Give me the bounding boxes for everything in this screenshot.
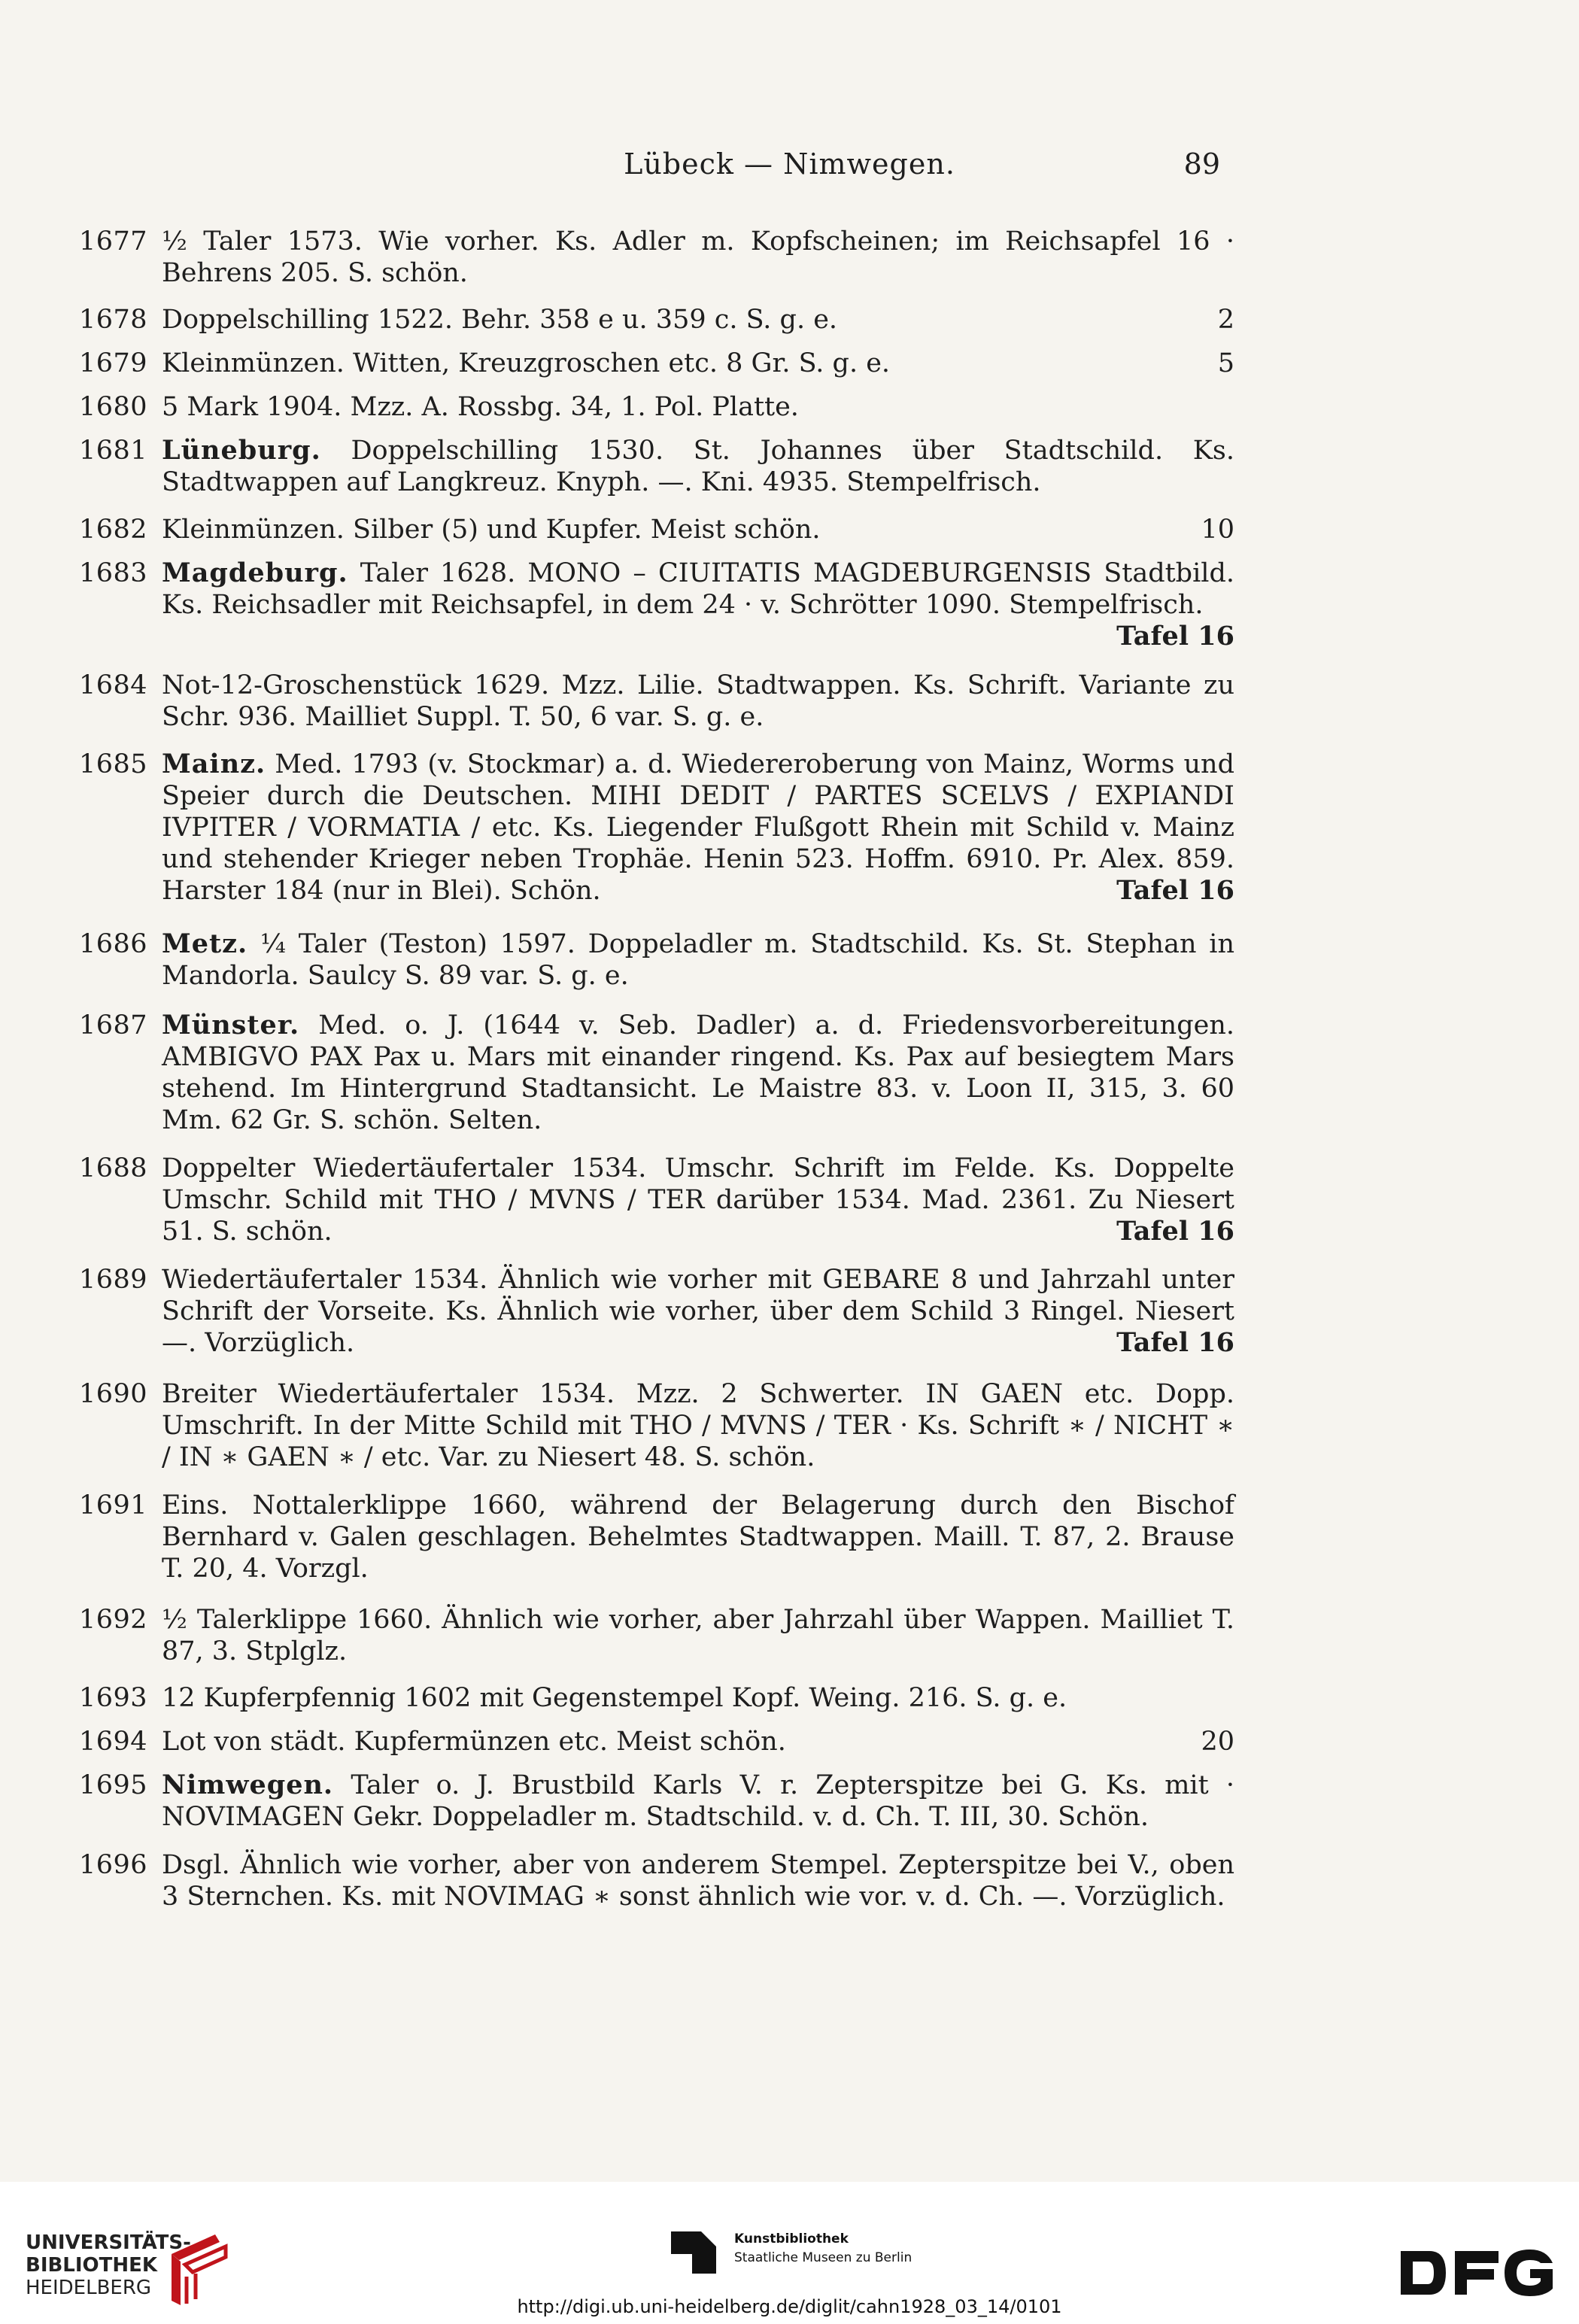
lot-description xyxy=(162,1153,1234,1247)
lot-text: Doppelter Wiedertäufertaler 1534. Umschr. Schrift im Felde. Ks. Doppelte Umschr. Schild mit THO / MVNS / TER darüber 1534. Mad. 2361. Zu Niesert 51. S. schön. xyxy=(162,1153,1234,1247)
lot-number: 1677 xyxy=(79,226,148,257)
lot-number: 1693 xyxy=(79,1683,148,1713)
lot-place: Magdeburg. xyxy=(162,557,348,588)
ub-line-1: UNIVERSITÄTS- xyxy=(26,2231,191,2254)
lot-description xyxy=(162,226,1234,289)
plate-reference: Tafel 16 xyxy=(1116,1327,1234,1358)
lot-number: 1681 xyxy=(79,436,148,466)
lot-text: Doppelschilling 1522. Behr. 358 e u. 359 c. S. g. e. xyxy=(162,305,838,335)
lot-description xyxy=(162,557,1234,652)
lot-text: Doppelschilling 1530. St. Johannes über Stadtschild. Ks. Stadtwappen auf Langkreuz. Knyph. —. Kni. 4935. Stempelfrisch. xyxy=(162,436,1234,497)
lot-description xyxy=(162,928,1234,992)
lot-text: Kleinmünzen. Witten, Kreuzgroschen etc. 8 Gr. S. g. e. xyxy=(162,348,891,378)
lot-price: 10 xyxy=(1201,515,1234,545)
lot-price: 5 xyxy=(1217,348,1234,378)
lot-place: Münster. xyxy=(162,1010,300,1040)
lot-text: Taler 1628. MONO – CIUITATIS MAGDEBURGENSIS Stadtbild. Ks. Reichsadler mit Reichsapfel, in dem 24 · v. Schrötter 1090. Stempelfrisch. xyxy=(162,558,1234,620)
lot-price: 20 xyxy=(1201,1727,1234,1757)
lot-description xyxy=(162,348,1234,379)
lot-number: 1682 xyxy=(79,515,148,545)
lot-text: Dsgl. Ähnlich wie vorher, aber von anderem Stempel. Zepterspitze bei V., oben 3 Sternchen. Ks. mit NOVIMAG ∗ sonst ähnlich wie vor. v. d. Ch. —. Vorzüglich. xyxy=(162,1850,1234,1912)
permalink-url[interactable]: http://digi.ub.uni-heidelberg.de/diglit/cahn1928_03_14/0101 xyxy=(517,2296,1062,2317)
lot-text: Med. o. J. (1644 v. Seb. Dadler) a. d. Friedensvorbereitungen. AMBIGVO PAX Pax u. Mars mit einander ringend. Ks. Pax auf besiegtem Mars stehend. Im Hintergrund Stadtansicht. Le Maistre 83. v. Loon II, 315, 3. 60 Mm. 62 Gr. S. schön. Selten. xyxy=(162,1010,1234,1135)
lot-description xyxy=(162,304,1234,336)
lot-description xyxy=(162,749,1234,907)
lot-text: ¼ Taler (Teston) 1597. Doppeladler m. Stadtschild. Ks. St. Stephan in Mandorla. Saulcy S. 89 var. S. g. e. xyxy=(162,929,1234,991)
kunstbibliothek-mark-icon xyxy=(671,2231,716,2274)
lot-description xyxy=(162,670,1234,733)
lot-number: 1684 xyxy=(79,670,148,700)
footer-bar xyxy=(0,2182,1579,2324)
ub-heidelberg-logo[interactable] xyxy=(26,2231,251,2307)
page-title: Lübeck — Nimwegen. xyxy=(624,147,955,181)
lot-number: 1696 xyxy=(79,1850,148,1880)
lot-description xyxy=(162,1010,1234,1136)
lot-description xyxy=(162,1264,1234,1359)
lot-text: Wiedertäufertaler 1534. Ähnlich wie vorher mit GEBARE 8 und Jahrzahl unter Schrift der Vorseite. Ks. Ähnlich wie vorher, über dem Schild 3 Ringel. Niesert —. Vorzüglich. xyxy=(162,1265,1234,1358)
lot-number: 1685 xyxy=(79,749,148,779)
lot-description xyxy=(162,1682,1234,1714)
lot-text: Lot von städt. Kupfermünzen etc. Meist schön. xyxy=(162,1727,786,1757)
lot-description xyxy=(162,1726,1234,1757)
lot-text: Kleinmünzen. Silber (5) und Kupfer. Meist schön. xyxy=(162,515,821,545)
lot-number: 1680 xyxy=(79,392,148,422)
plate-reference: Tafel 16 xyxy=(1116,1216,1234,1247)
lot-number: 1692 xyxy=(79,1605,148,1635)
lot-number: 1689 xyxy=(79,1265,148,1295)
lot-text: ½ Talerklippe 1660. Ähnlich wie vorher, aber Jahrzahl über Wappen. Mailliet T. 87, 3. Stplglz. xyxy=(162,1605,1234,1666)
lot-number: 1695 xyxy=(79,1770,148,1800)
ub-line-2: BIBLIOTHEK xyxy=(26,2254,158,2277)
lot-description xyxy=(162,1770,1234,1833)
lot-text: 12 Kupferpfennig 1602 mit Gegenstempel Kopf. Weing. 216. S. g. e. xyxy=(162,1683,1067,1713)
lot-number: 1679 xyxy=(79,348,148,378)
lot-place: Metz. xyxy=(162,928,248,959)
lot-number: 1678 xyxy=(79,305,148,335)
lot-number: 1683 xyxy=(79,558,148,588)
lot-place: Mainz. xyxy=(162,749,266,779)
lot-text: Breiter Wiedertäufertaler 1534. Mzz. 2 Schwerter. IN GAEN etc. Dopp. Umschrift. In der Mitte Schild mit THO / MVNS / TER · Ks. Schrift ∗ / NICHT ∗ / IN ∗ GAEN ∗ / etc. Var. zu Niesert 48. S. schön. xyxy=(162,1379,1234,1472)
lot-description xyxy=(162,1849,1234,1912)
lot-number: 1688 xyxy=(79,1153,148,1183)
lot-text: Med. 1793 (v. Stockmar) a. d. Wiedereroberung von Mainz, Worms und Speier durch die Deutschen. MIHI DEDIT / PARTES SCELVS / EXPIANDI IVPITER / VORMATIA / etc. Ks. Liegender Flußgott Rhein mit Schild v. Mainz und stehender Krieger neben Trophäe. Henin 523. Hoffm. 6910. Pr. Alex. 859. Harster 184 (nur in Blei). Schön. xyxy=(162,749,1234,906)
lot-number: 1686 xyxy=(79,929,148,959)
lot-text: ½ Taler 1573. Wie vorher. Ks. Adler m. Kopfscheinen; im Reichsapfel 16 · Behrens 205. S. schön. xyxy=(162,226,1234,288)
lot-text: Taler o. J. Brustbild Karls V. r. Zepterspitze bei G. Ks. mit · NOVIMAGEN Gekr. Doppeladler m. Stadtschild. v. d. Ch. T. III, 30. Schön. xyxy=(162,1770,1234,1832)
lot-place: Lüneburg. xyxy=(162,435,321,466)
lot-description xyxy=(162,1490,1234,1584)
ub-emblem-icon xyxy=(162,2231,232,2307)
lot-description xyxy=(162,391,1234,423)
lot-number: 1691 xyxy=(79,1490,148,1520)
lot-place: Nimwegen. xyxy=(162,1770,334,1800)
lot-description xyxy=(162,1604,1234,1667)
kb-line-2: Staatliche Museen zu Berlin xyxy=(734,2250,912,2265)
kunstbibliothek-text xyxy=(734,2230,912,2268)
lot-number: 1694 xyxy=(79,1727,148,1757)
lot-number: 1690 xyxy=(79,1379,148,1409)
lot-price: 2 xyxy=(1217,305,1234,335)
lot-text: 5 Mark 1904. Mzz. A. Rossbg. 34, 1. Pol. Platte. xyxy=(162,392,799,422)
lot-description xyxy=(162,1378,1234,1473)
lot-description xyxy=(162,435,1234,498)
plate-reference: Tafel 16 xyxy=(1116,875,1234,906)
kb-line-1: Kunstbibliothek xyxy=(734,2231,849,2247)
running-head xyxy=(0,147,1579,185)
plate-reference: Tafel 16 xyxy=(1116,621,1234,652)
lot-number: 1687 xyxy=(79,1010,148,1040)
kunstbibliothek-logo[interactable] xyxy=(671,2221,942,2281)
ub-line-3: HEIDELBERG xyxy=(26,2277,152,2299)
lot-text: Eins. Nottalerklippe 1660, während der Belagerung durch den Bischof Bernhard v. Galen geschlagen. Behelmtes Stadtwappen. Maill. T. 87, 2. Brause T. 20, 4. Vorzgl. xyxy=(162,1490,1234,1584)
lot-text: Not-12-Groschenstück 1629. Mzz. Lilie. Stadtwappen. Ks. Schrift. Variante zu Schr. 936. Mailliet Suppl. T. 50, 6 var. S. g. e. xyxy=(162,670,1234,732)
lot-description xyxy=(162,514,1234,545)
page-number: 89 xyxy=(1183,147,1220,181)
dfg-logo[interactable] xyxy=(1398,2247,1556,2299)
